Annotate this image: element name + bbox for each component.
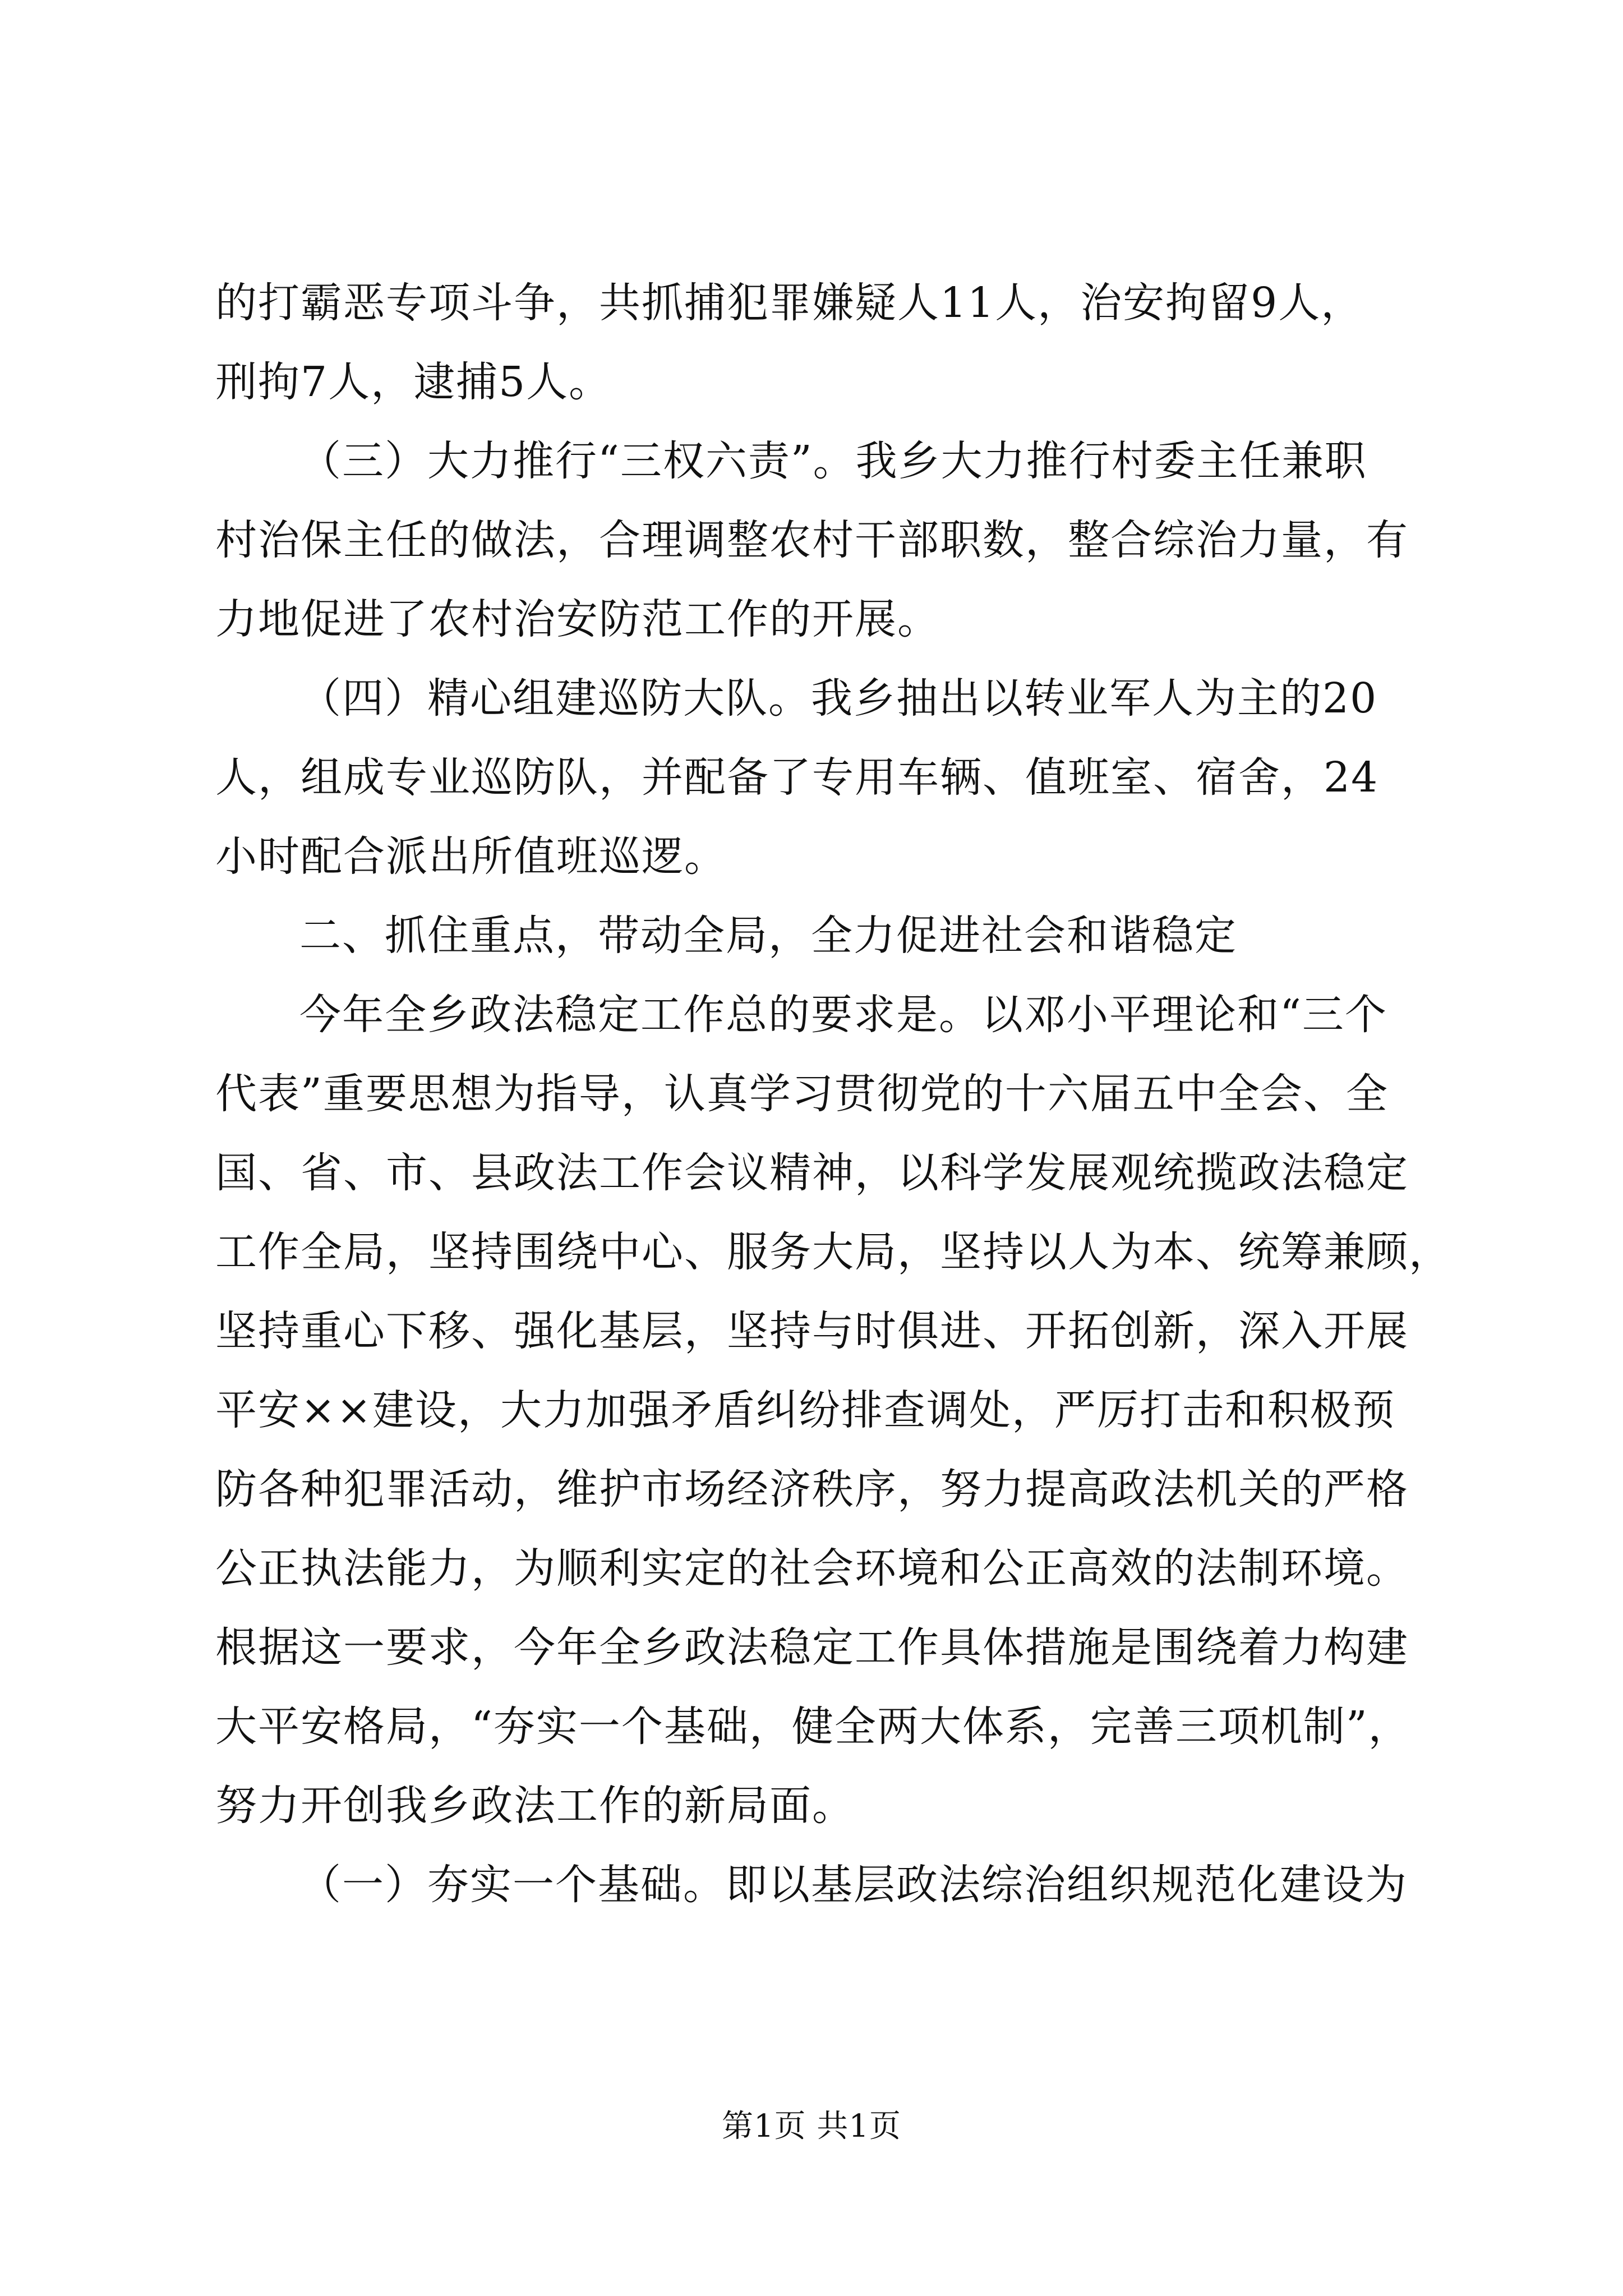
text-line: 人，组成专业巡防队，并配备了专用车辆、值班室、宿舍，24 <box>215 753 1379 802</box>
text-line: （一）夯实一个基础。即以基层政法综治组织规范化建设为 <box>299 1861 1408 1909</box>
text-line: 根据这一要求，今年全乡政法稳定工作具体措施是围绕着力构建 <box>215 1623 1409 1672</box>
text-line: 大平安格局，“夯实一个基础，健全两大体系，完善三项机制”， <box>215 1703 1411 1751</box>
text-line: 小时配合派出所值班巡逻。 <box>215 832 727 881</box>
text-line: 工作全局，坚持围绕中心、服务大局，坚持以人为本、统筹兼顾， <box>215 1228 1451 1276</box>
text-line: 国、省、市、县政法工作会议精神，以科学发展观统揽政法稳定 <box>215 1149 1409 1197</box>
text-line: 公正执法能力，为顺利实定的社会环境和公正高效的法制环境。 <box>215 1544 1409 1593</box>
text-line: 平安××建设，大力加强矛盾纠纷排查调处，严厉打击和积极预 <box>215 1386 1396 1434</box>
text-line: （四）精心组建巡防大队。我乡抽出以转业军人为主的20 <box>299 674 1378 723</box>
text-line: （三）大力推行“三权六责”。我乡大力推行村委主任兼职 <box>299 437 1367 485</box>
text-line: 力地促进了农村治安防范工作的开展。 <box>215 595 940 643</box>
text-line: 的打霸恶专项斗争，共抓捕犯罪嫌疑人11人，治安拘留9人， <box>215 279 1364 327</box>
text-line: 村治保主任的做法，合理调整农村干部职数，整合综治力量，有 <box>215 516 1409 564</box>
text-line: 代表”重要思想为指导，认真学习贯彻党的十六届五中全会、全 <box>215 1070 1389 1118</box>
text-line: 坚持重心下移、强化基层，坚持与时俱进、开拓创新，深入开展 <box>215 1307 1409 1355</box>
section-heading: 二、抓住重点，带动全局，全力促进社会和谐稳定 <box>299 912 1237 960</box>
text-line: 努力开创我乡政法工作的新局面。 <box>215 1782 855 1830</box>
text-line: 刑拘7人，逮捕5人。 <box>215 358 612 406</box>
text-line: 防各种犯罪活动，维护市场经济秩序，努力提高政法机关的严格 <box>215 1465 1409 1513</box>
text-line: 今年全乡政法稳定工作总的要求是。以邓小平理论和“三个 <box>299 991 1387 1039</box>
document-body <box>215 264 1451 1925</box>
page-footer: 第1页 共1页 <box>721 2108 902 2145</box>
